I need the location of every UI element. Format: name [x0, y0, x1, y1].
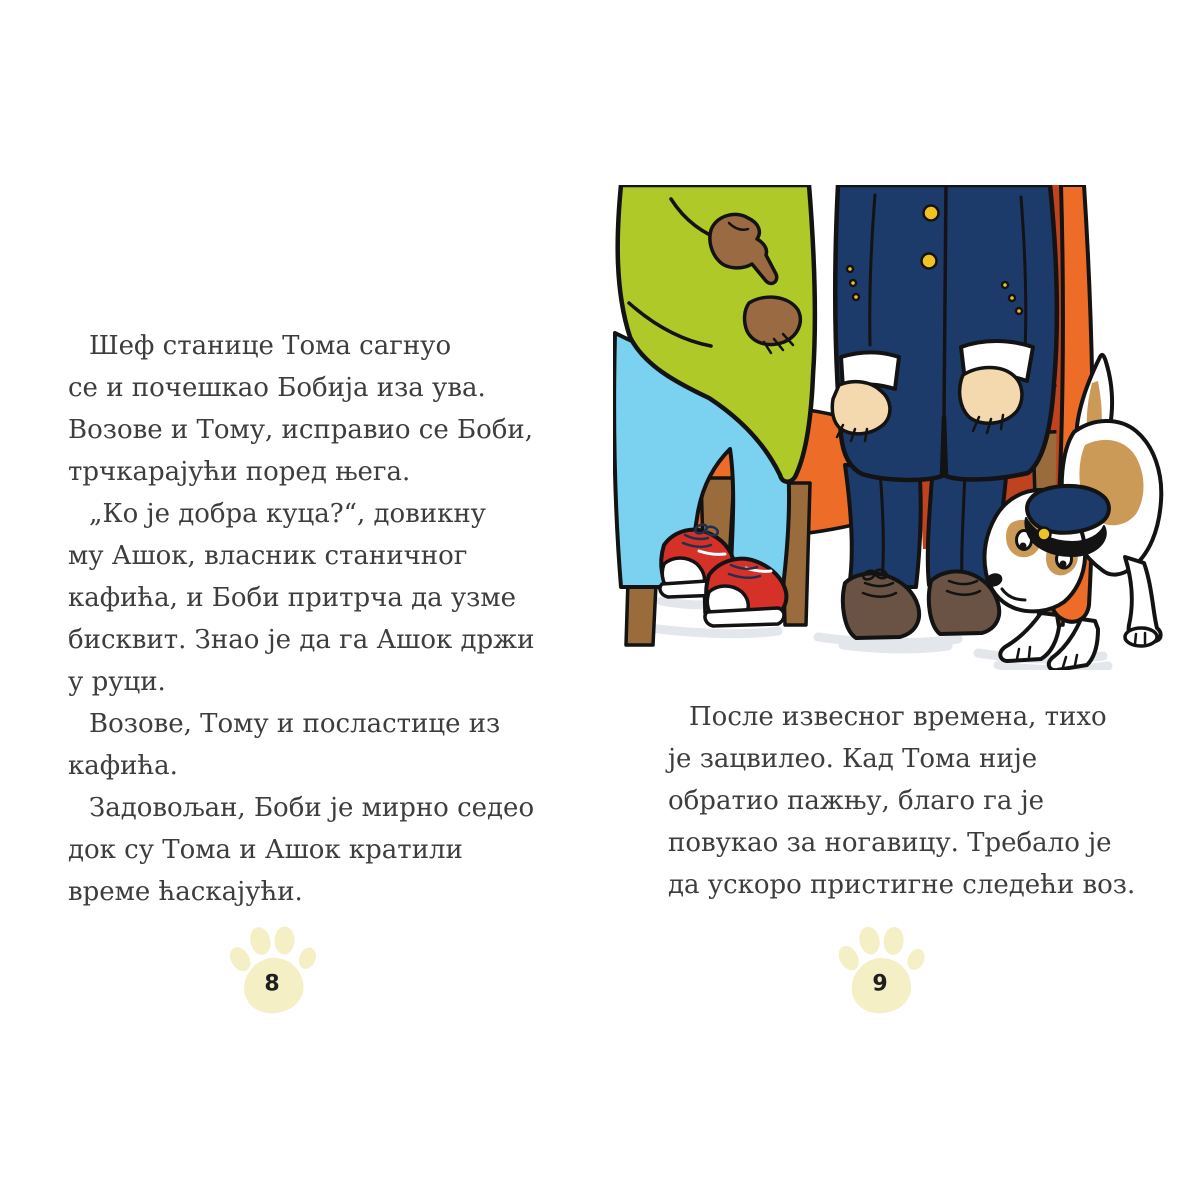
story-line: у руци.	[68, 667, 166, 697]
paw-print-icon	[830, 920, 930, 1024]
story-line: Задовољан, Боби је мирно седео	[89, 793, 535, 823]
page-right-text	[668, 696, 1173, 906]
story-line: обратио пажњу, благо га је	[668, 786, 1045, 816]
story-line: трчкарајући поред њега.	[68, 457, 411, 487]
story-line: кафића, и Боби притрча да узме	[68, 583, 516, 613]
story-line: Возове, Тому и посластице из	[89, 709, 501, 739]
ashok-figure	[614, 185, 815, 626]
story-line: да ускоро пристигне следећи воз.	[668, 870, 1136, 900]
story-line: време ћаскајући.	[68, 877, 303, 907]
story-line: се и почешкао Бобија иза ува.	[68, 373, 486, 403]
story-line: му Ашок, власник станичног	[68, 541, 468, 571]
hand-left	[832, 382, 890, 434]
illustration	[613, 185, 1165, 670]
hand-right	[960, 368, 1022, 424]
story-line: „Ко је добра куца?“, довикну	[89, 499, 486, 529]
story-line: Шеф станице Тома сагнуо	[89, 331, 452, 361]
story-line: кафића.	[68, 751, 178, 781]
story-line: После извесног времена, тихо	[689, 702, 1107, 732]
illustration-svg	[613, 185, 1165, 670]
hand-on-knee	[745, 297, 801, 344]
page-number: 8	[264, 971, 280, 997]
dog-cap-icon	[1025, 486, 1109, 556]
uniform-shoes	[843, 568, 999, 638]
story-line: док су Тома и Ашок кратили	[68, 835, 463, 865]
story-line: је зацвилео. Кад Тома није	[668, 744, 1038, 774]
page-number: 9	[872, 971, 888, 997]
page-left-text	[68, 325, 573, 913]
story-line: бисквит. Знао је да га Ашок држи	[68, 625, 535, 655]
story-line: Возове и Тому, исправио се Боби,	[68, 415, 533, 445]
story-line: повукао за ногавицу. Требало је	[668, 828, 1112, 858]
paw-print-icon	[222, 920, 322, 1024]
